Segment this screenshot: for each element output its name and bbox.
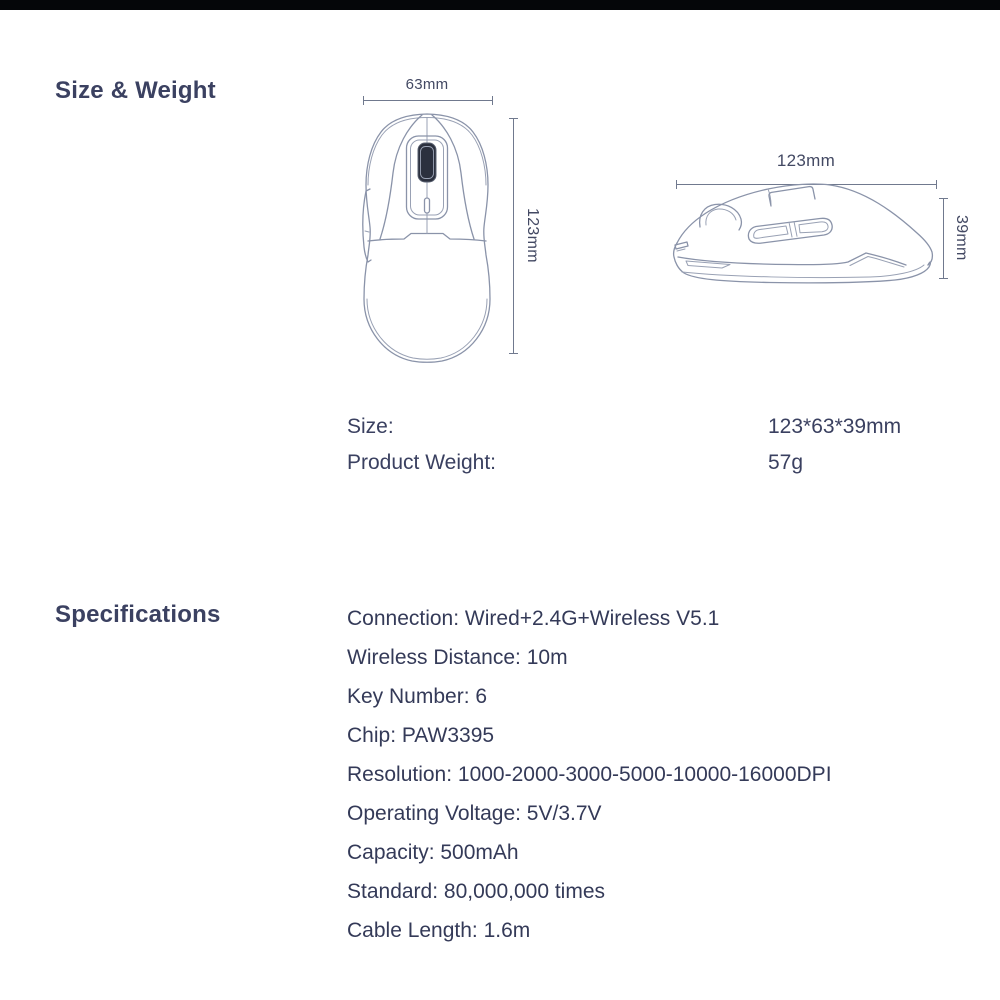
weight-row-label: Product Weight: [347,451,497,474]
dim-tick [509,118,518,119]
spec-item-cable-length: Cable Length: 1.6m [347,919,531,942]
dim-tick [363,96,364,105]
spec-item-operating-voltage: Operating Voltage: 5V/3.7V [347,802,602,825]
spec-item-standard: Standard: 80,000,000 times [347,880,606,903]
mouse-side-view-drawing [670,165,942,287]
size-row-value: 123*63*39mm [768,415,902,438]
side-view-height-label: 39mm [953,215,970,261]
top-view-height-dim-line [513,118,514,353]
specifications-heading: Specifications [55,601,221,628]
spec-item-chip: Chip: PAW3395 [347,724,495,747]
dim-tick [509,353,518,354]
size-row-label: Size: [347,415,394,438]
top-black-bar [0,0,1000,10]
spec-item-resolution: Resolution: 1000-2000-3000-5000-10000-16000DPI [347,763,832,786]
top-view-width-dim-line [363,100,492,101]
top-view-width-label: 63mm [405,76,449,93]
size-row [347,413,947,441]
side-view-length-label: 123mm [776,151,836,170]
spec-item-connection: Connection: Wired+2.4G+Wireless V5.1 [347,607,720,630]
weight-row [347,449,947,477]
spec-item-wireless-distance: Wireless Distance: 10m [347,646,568,669]
size-weight-heading: Size & Weight [55,77,216,104]
spec-item-key-number: Key Number: 6 [347,685,488,708]
side-view-height-dim-line [943,198,944,278]
top-view-height-label: 123mm [524,208,541,263]
mouse-top-view-drawing [360,113,494,365]
weight-row-value: 57g [768,451,804,474]
specifications-list [347,599,967,950]
spec-item-capacity: Capacity: 500mAh [347,841,519,864]
dim-tick [492,96,493,105]
